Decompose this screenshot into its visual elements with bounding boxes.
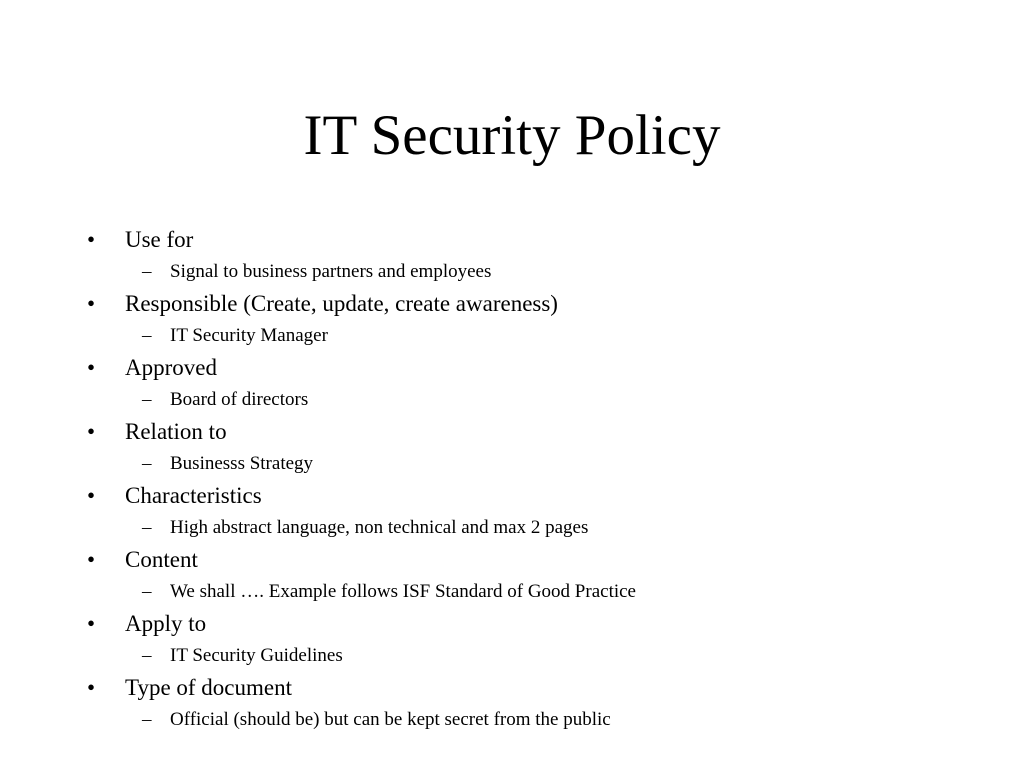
bullet-icon: • [87, 611, 96, 636]
list-item [0, 672, 1024, 736]
sub-bullet-text: Businesss Strategy [170, 453, 314, 474]
list-item [0, 544, 1024, 608]
dash-icon: – [142, 517, 152, 538]
sub-bullet-text: Board of directors [170, 389, 309, 410]
list-item [0, 352, 1024, 416]
bullet-list [0, 224, 1024, 736]
bullet-icon: • [87, 547, 96, 572]
dash-icon: – [142, 645, 152, 666]
dash-icon: – [142, 453, 152, 474]
bullet-text: Responsible (Create, update, create awareness) [125, 291, 558, 316]
bullet-icon: • [87, 227, 96, 252]
sub-bullet-text: IT Security Manager [170, 325, 328, 346]
bullet-icon: • [87, 483, 96, 508]
sub-bullet-text: IT Security Guidelines [170, 645, 343, 666]
sub-bullet-text: High abstract language, non technical and max 2 pages [170, 517, 589, 538]
bullet-icon: • [87, 419, 96, 444]
sub-bullet-text: Official (should be) but can be kept secret from the public [170, 709, 611, 730]
list-item [0, 224, 1024, 288]
bullet-text: Relation to [125, 419, 227, 444]
bullet-icon: • [87, 355, 96, 380]
list-item [0, 608, 1024, 672]
sub-bullet-text: Signal to business partners and employees [170, 261, 492, 282]
dash-icon: – [142, 581, 152, 602]
dash-icon: – [142, 325, 152, 346]
bullet-text: Type of document [125, 675, 293, 700]
list-item [0, 288, 1024, 352]
bullet-icon: • [87, 675, 96, 700]
bullet-text: Content [125, 547, 198, 572]
bullet-text: Apply to [125, 611, 207, 636]
slide-title: IT Security Policy [303, 104, 721, 167]
bullet-icon: • [87, 291, 96, 316]
list-item [0, 480, 1024, 544]
bullet-text: Use for [125, 227, 194, 252]
dash-icon: – [142, 389, 152, 410]
dash-icon: – [142, 261, 152, 282]
bullet-text: Characteristics [125, 483, 262, 508]
dash-icon: – [142, 709, 152, 730]
list-item [0, 416, 1024, 480]
bullet-text: Approved [125, 355, 217, 380]
sub-bullet-text: We shall …. Example follows ISF Standard of Good Practice [170, 581, 636, 602]
